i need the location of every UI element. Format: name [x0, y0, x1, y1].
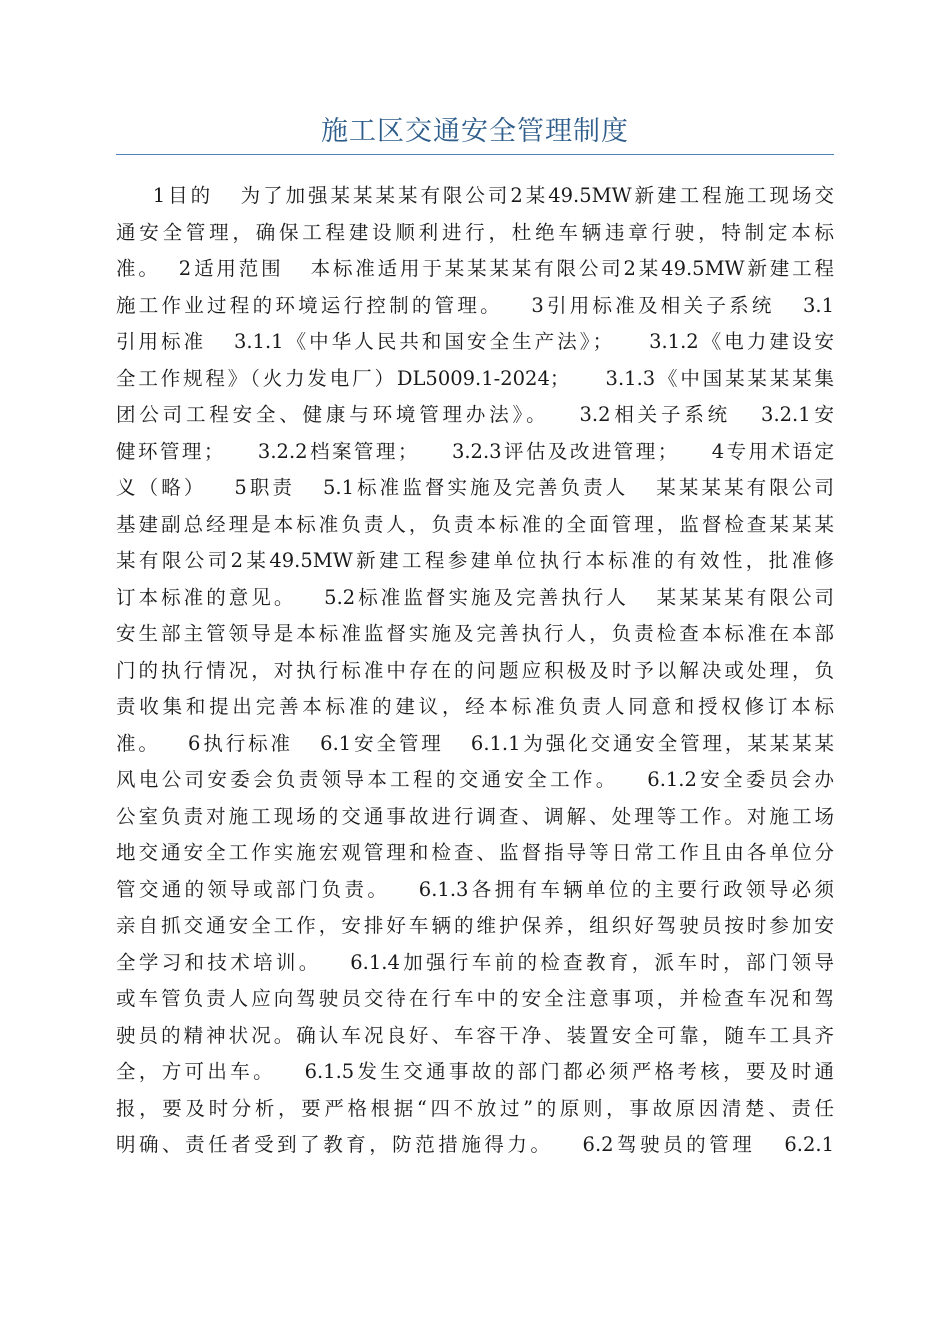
- body-line: 义（略） 5职责 5.1标准监督实施及完善负责人 某某某某有限公司: [116, 476, 834, 499]
- body-line: 基建副总经理是本标准负责人，负责本标准的全面管理，监督检查某某某: [116, 512, 834, 536]
- document-body: [116, 178, 834, 1164]
- body-line: 团公司工程安全、健康与环境管理办法》。 3.2相关子系统 3.2.1安: [116, 403, 834, 426]
- body-line: 全工作规程》（火力发电厂）DL5009.1-2024； 3.1.3《中国某某某某集: [116, 366, 834, 390]
- body-line: 地交通安全工作实施宏观管理和检查、监督指导等日常工作且由各单位分: [116, 841, 834, 864]
- body-line: 订本标准的意见。 5.2标准监督实施及完善执行人 某某某某有限公司: [116, 585, 834, 609]
- body-line: 公室负责对施工现场的交通事故进行调查、调解、处理等工作。对施工场: [116, 804, 834, 828]
- body-line: 亲自抓交通安全工作，安排好车辆的维护保养，组织好驾驶员按时参加安: [116, 914, 834, 937]
- body-line: 报，要及时分析，要严格根据“四不放过”的原则，事故原因清楚、责任: [116, 1096, 834, 1120]
- body-line: 风电公司安委会负责领导本工程的交通安全工作。 6.1.2安全委员会办: [116, 768, 834, 791]
- body-line: 门的执行情况，对执行标准中存在的问题应积极及时予以解决或处理，负: [116, 658, 834, 682]
- body-line: 驶员的精神状况。确认车况良好、车容干净、装置安全可靠，随车工具齐: [116, 1023, 834, 1047]
- body-line: 明确、责任者受到了教育，防范措施得力。 6.2驾驶员的管理 6.2.1: [116, 1133, 834, 1156]
- title-underline: [116, 154, 834, 155]
- body-line: 管交通的领导或部门负责。 6.1.3各拥有车辆单位的主要行政领导必须: [116, 877, 834, 901]
- body-line: 通安全管理，确保工程建设顺利进行，杜绝车辆违章行驶，特制定本标: [116, 220, 834, 244]
- body-line: 准。 2适用范围 本标准适用于某某某某有限公司2某49.5MW新建工程: [116, 257, 834, 280]
- body-line: 施工作业过程的环境运行控制的管理。 3引用标准及相关子系统 3.1: [116, 293, 834, 317]
- body-line: 责收集和提出完善本标准的建议，经本标准负责人同意和授权修订本标: [116, 695, 834, 718]
- body-line: 1目的 为了加强某某某某有限公司2某49.5MW新建工程施工现场交: [116, 184, 834, 207]
- document-title: 施工区交通安全管理制度: [321, 116, 629, 147]
- body-line: 准。 6执行标准 6.1安全管理 6.1.1为强化交通安全管理，某某某某: [116, 731, 834, 755]
- body-line: 全学习和技术培训。 6.1.4加强行车前的检查教育，派车时，部门领导: [116, 950, 834, 974]
- body-line: 安生部主管领导是本标准监督实施及完善执行人，负责检查本标准在本部: [116, 622, 834, 645]
- body-line: 引用标准 3.1.1《中华人民共和国安全生产法》； 3.1.2《电力建设安: [116, 330, 834, 353]
- body-line: 某有限公司2某49.5MW新建工程参建单位执行本标准的有效性，批准修: [116, 549, 834, 572]
- body-line: 健环管理； 3.2.2档案管理； 3.2.3评估及改进管理； 4专用术语定: [116, 439, 834, 463]
- body-line: 全，方可出车。 6.1.5发生交通事故的部门都必须严格考核，要及时通: [116, 1060, 834, 1083]
- body-line: 或车管负责人应向驾驶员交待在行车中的安全注意事项，并检查车况和驾: [116, 987, 834, 1010]
